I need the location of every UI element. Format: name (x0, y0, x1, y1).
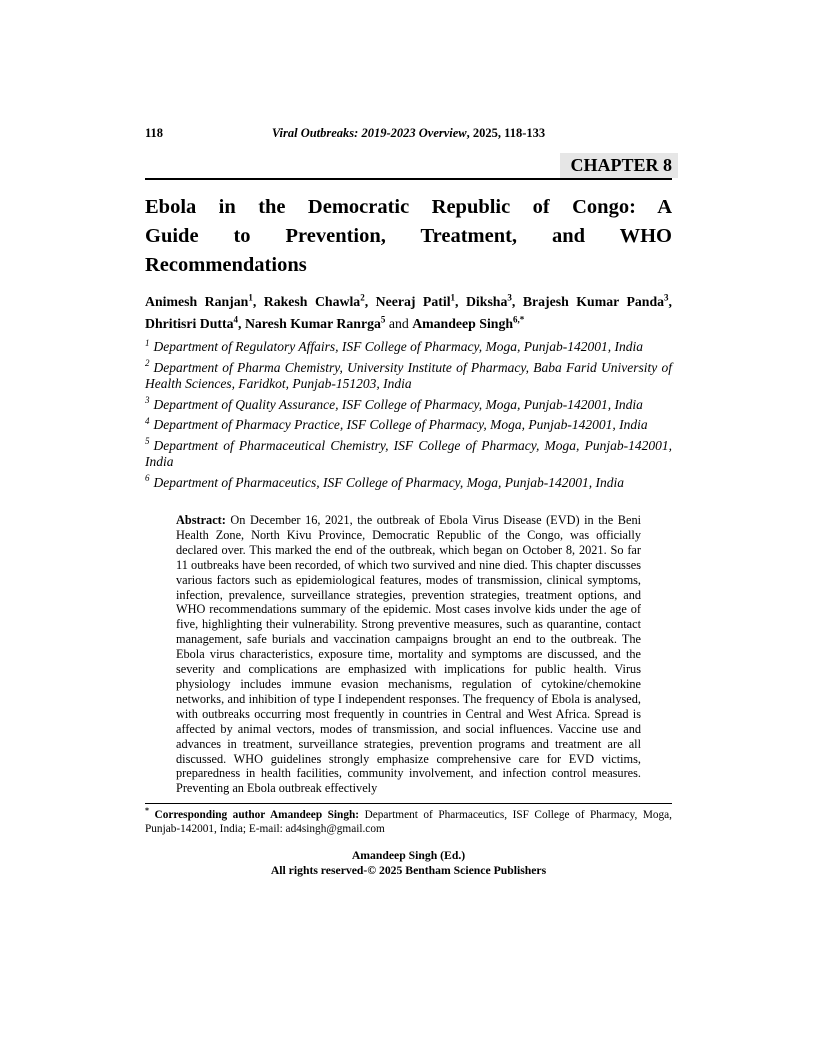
author-separator: , (238, 316, 245, 331)
page-header (145, 126, 672, 142)
author-name: Rakesh Chawla (263, 294, 361, 309)
affiliation-number: 2 (145, 358, 150, 368)
author-name: Naresh Kumar Ranrga (244, 316, 381, 331)
affiliation-item (145, 360, 672, 393)
author-list (145, 291, 672, 335)
running-head (272, 126, 545, 140)
affiliation-text: Department of Pharma Chemistry, University Institute of Pharmacy, Baba Farid University of Health Sciences, Faridkot, Punjab-151203, India (145, 359, 672, 391)
running-title: Viral Outbreaks: 2019-2023 Overview (271, 126, 467, 140)
author-affiliation-ref: 4 (233, 314, 239, 325)
author-separator: and (385, 316, 413, 331)
chapter-title (145, 193, 672, 280)
author-separator: , (252, 294, 264, 309)
footnote-marker: * (145, 806, 149, 816)
copyright-line: All rights reserved-© 2025 Bentham Science Publishers (270, 863, 547, 877)
author-separator: , (364, 294, 376, 309)
footnote-author: Corresponding author Amandeep Singh: (154, 809, 360, 822)
affiliation-number: 4 (145, 415, 150, 426)
affiliation-item (145, 339, 672, 356)
affiliation-text: Department of Pharmaceutical Chemistry, ISF College of Pharmacy, Moga, Punjab-142001, India (145, 437, 672, 469)
author-affiliation-ref: 6,* (513, 314, 525, 325)
abstract (176, 513, 641, 796)
title-line: Ebola in the Democratic Republic of Congo: A (145, 196, 672, 218)
abstract-text: On December 16, 2021, the outbreak of Ebola Virus Disease (EVD) in the Beni Health Zone, North Kivu Province, Democratic Republic of the Congo, was officially declared over. This marked the end of the outbreak, which began on October 8, 2021. So far 11 outbreaks have been recorded, of which two survived and nine died. This chapter discusses various factors such as epidemiological features, modes of transmission, clinical symptoms, infection, prevalence, surveillance strategies, prevention strategies, treatment options, and WHO recommendations summary of the epidemic. Most cases involve kids under the age of five, highlighting their vulnerability. Strong preventive measures, such as quarantine, contact management, safe burials and vaccination campaigns brought an end to the outbreak. The Ebola virus characteristics, exposure time, mortality and symptoms are discussed, and the severity and complications are emphasized with implications for public health. Virus physiology includes immune evasion mechanisms, regulation of cytokine/chemokine networks, and inhibition of type I independent responses. The frequency of Ebola is analysed, with outbreaks occurring most frequently in countries in Central and West Africa. Spread is affected by animal vectors, modes of transmission, and social influences. Vaccine use and advances in treatment, surveillance strategies, prevention programs and treatment are all discussed. WHO guidelines strongly emphasize comprehensive care for EVD victims, preparedness in health facilities, community involvement, and infection control measures. Preventing an Ebola outbreak effectively (176, 513, 642, 796)
affiliation-text: Department of Pharmaceutics, ISF College of Pharmacy, Moga, Punjab-142001, India (153, 474, 625, 490)
author-name: Diksha (465, 294, 508, 309)
book-footer (145, 849, 672, 878)
author-name: Neeraj Patil (375, 294, 451, 309)
author-name: Brajesh Kumar Panda (522, 294, 665, 309)
abstract-label: Abstract: (176, 513, 226, 527)
author-separator: , (511, 294, 523, 309)
affiliation-text: Department of Quality Assurance, ISF College of Pharmacy, Moga, Punjab-142001, India (153, 396, 643, 412)
author-separator: , (455, 294, 466, 309)
affiliation-item (145, 438, 672, 471)
affiliation-number: 5 (145, 436, 150, 446)
editor-line: Amandeep Singh (Ed.) (351, 849, 466, 863)
affiliation-item (145, 475, 672, 492)
running-pages: , 2025, 118-133 (466, 126, 546, 140)
footnote-text: Department of Pharmaceutics, ISF College of Pharmacy, Moga, Punjab-142001, India; E-mail: ad4singh@gmail.com (145, 809, 672, 836)
author-name: Animesh Ranjan (145, 294, 249, 309)
author-affiliation-ref: 1 (248, 292, 253, 303)
affiliation-text: Department of Pharmacy Practice, ISF College of Pharmacy, Moga, Punjab-142001, India (153, 417, 648, 432)
author-affiliation-ref: 2 (360, 292, 365, 303)
affiliation-number: 6 (145, 473, 150, 483)
affiliation-item (145, 397, 672, 414)
page-number: 118 (145, 126, 164, 140)
affiliation-number: 3 (145, 395, 150, 405)
affiliation-item (145, 417, 672, 434)
author-name: Amandeep Singh (412, 316, 514, 331)
author-separator: , (668, 294, 672, 309)
chapter-badge: CHAPTER 8 (560, 153, 678, 178)
author-affiliation-ref: 5 (380, 314, 386, 325)
author-affiliation-ref: 1 (450, 292, 456, 303)
author-name: Dhritisri Dutta (145, 316, 234, 331)
title-line: Guide to Prevention, Treatment, and WHO (145, 225, 672, 247)
affiliation-list (145, 339, 672, 491)
affiliation-number: 1 (145, 337, 150, 348)
affiliation-text: Department of Regulatory Affairs, ISF College of Pharmacy, Moga, Punjab-142001, India (153, 339, 643, 354)
author-affiliation-ref: 3 (664, 292, 669, 303)
footnote (145, 808, 672, 836)
author-affiliation-ref: 3 (507, 292, 512, 303)
title-line: Recommendations (145, 254, 307, 276)
footnote-rule (145, 803, 672, 804)
header-rule (145, 153, 672, 180)
